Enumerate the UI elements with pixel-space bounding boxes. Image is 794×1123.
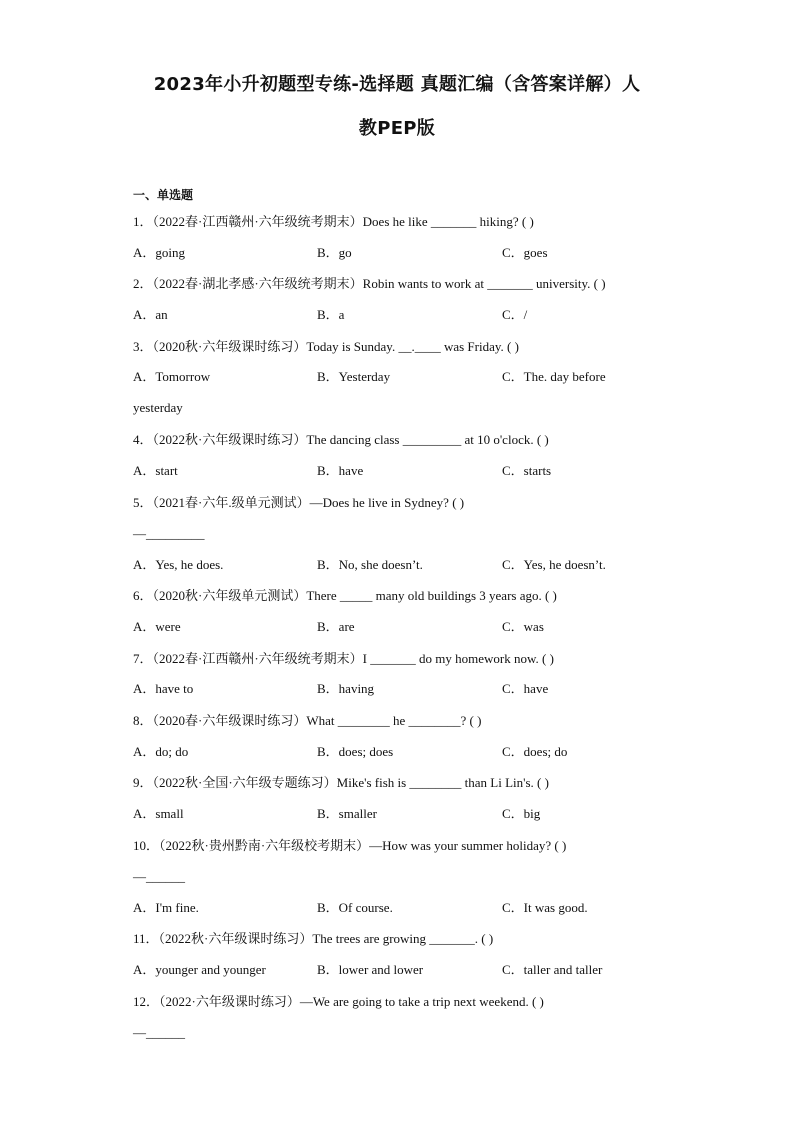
question-10-option-c[interactable]: C．It was good. [502,900,588,915]
question-5-answer-line: —_________ [133,526,205,541]
section-heading: 一、单选题 [133,188,194,202]
question-2-option-a[interactable]: A．an [133,307,168,322]
question-7-option-c[interactable]: C．have [502,681,549,696]
question-7-option-b[interactable]: B．having [317,681,375,696]
question-10-answer-line: —______ [133,869,185,884]
question-1-stem: 1．（2022春·江西赣州·六年级统考期末）Does he like _______ hiking? ( ) [133,214,534,229]
question-4-option-a[interactable]: A．start [133,463,178,478]
question-6-option-b[interactable]: B．are [317,619,355,634]
question-6-option-c[interactable]: C．was [502,619,544,634]
question-7-option-a[interactable]: A．have to [133,681,194,696]
question-4-option-c[interactable]: C．starts [502,463,552,478]
question-10-option-a[interactable]: A．I'm fine. [133,900,199,915]
question-9-option-b[interactable]: B．smaller [317,806,377,821]
question-12-answer-line: —______ [133,1025,185,1040]
question-2-option-c[interactable]: C．/ [502,307,528,322]
question-9-stem: 9．（2022秋·全国·六年级专题练习）Mike's fish is ________ than Li Lin's. ( ) [133,775,549,790]
question-8-option-a[interactable]: A．do; do [133,744,189,759]
question-10-stem: 10．（2022秋·贵州黔南·六年级校考期末）—How was your summer holiday? ( ) [133,838,567,853]
question-7-stem: 7．（2022春·江西赣州·六年级统考期末）I _______ do my homework now. ( ) [133,651,554,666]
question-11-option-c[interactable]: C．taller and taller [502,962,603,977]
document-title-line-2: 教PEP版 [358,118,436,139]
question-9-option-a[interactable]: A．small [133,806,184,821]
question-11-option-b[interactable]: B．lower and lower [317,962,424,977]
question-2-stem: 2．（2022春·湖北孝感·六年级统考期末）Robin wants to work at _______ university. ( ) [133,276,606,291]
question-11-stem: 11．（2022秋·六年级课时练习）The trees are growing _______. ( ) [133,931,494,946]
question-9-option-c[interactable]: C．big [502,806,541,821]
question-1-option-b[interactable]: B．go [317,245,352,260]
question-4-option-b[interactable]: B．have [317,463,364,478]
question-12-stem: 12．（2022·六年级课时练习）—We are going to take a trip next weekend. ( ) [133,994,544,1009]
question-5-option-b[interactable]: B．No, she doesn’t. [317,557,423,572]
question-5-stem: 5．（2021春·六年.级单元测试）—Does he live in Sydney? ( ) [133,495,465,510]
question-3-option-a[interactable]: A．Tomorrow [133,369,211,384]
question-3-stem: 3．（2020秋·六年级课时练习）Today is Sunday. __.____ was Friday. ( ) [133,339,519,354]
document-title-line-1: 2023年小升初题型专练-选择题 真题汇编（含答案详解）人 [153,74,641,95]
question-2-option-b[interactable]: B．a [317,307,345,322]
question-5-option-c[interactable]: C．Yes, he doesn’t. [502,557,606,572]
question-11-option-a[interactable]: A．younger and younger [133,962,266,977]
question-6-option-a[interactable]: A．were [133,619,181,634]
question-1-option-c[interactable]: C．goes [502,245,548,260]
question-8-option-c[interactable]: C．does; do [502,744,568,759]
question-3-option-b[interactable]: B．Yesterday [317,369,391,384]
question-8-stem: 8．（2020春·六年级课时练习）What ________ he ________? ( ) [133,713,482,728]
question-3-option-c-continuation: yesterday [133,400,183,415]
question-8-option-b[interactable]: B．does; does [317,744,394,759]
question-5-option-a[interactable]: A．Yes, he does. [133,557,224,572]
question-4-stem: 4．（2022秋·六年级课时练习）The dancing class _________ at 10 o'clock. ( ) [133,432,549,447]
question-6-stem: 6．（2020秋·六年级单元测试）There _____ many old buildings 3 years ago. ( ) [133,588,557,603]
question-3-option-c[interactable]: C．The. day before [502,369,606,384]
question-10-option-b[interactable]: B．Of course. [317,900,393,915]
question-1-option-a[interactable]: A．going [133,245,186,260]
